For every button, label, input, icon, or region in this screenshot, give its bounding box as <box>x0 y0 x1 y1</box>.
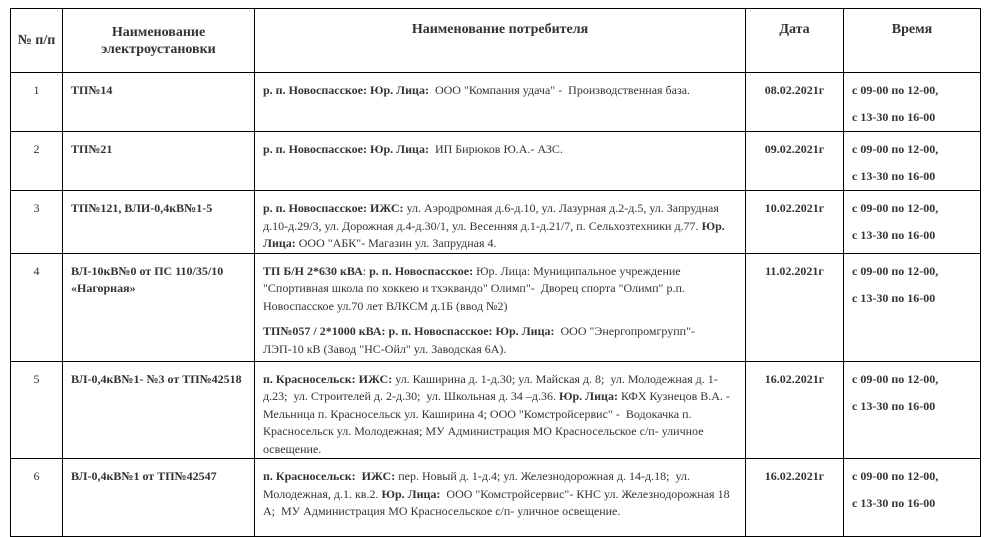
consumer-description <box>255 361 746 459</box>
consumer-description <box>255 191 746 254</box>
time-slot-afternoon: с 13-30 по 16-00 <box>852 169 936 183</box>
consumer-paragraph <box>263 371 737 459</box>
consumer-paragraph <box>263 468 737 521</box>
time-slot-morning: с 09-00 по 12-00, <box>852 371 939 386</box>
outage-schedule-table <box>10 8 981 537</box>
consumer-paragraph <box>263 323 737 358</box>
consumer-label: п. Красносельск: ИЖС: <box>263 371 393 386</box>
time-slot-afternoon: с 13-30 по 16-00 <box>852 110 936 124</box>
header-num: № п/п <box>11 9 63 73</box>
installation-name: ВЛ-0,4кВ№1 от ТП№42547 <box>63 459 255 537</box>
outage-time <box>844 361 981 459</box>
outage-date: 08.02.2021г <box>746 73 844 132</box>
consumer-label: Юр. Лица: <box>381 486 441 501</box>
header-time: Время <box>844 9 981 73</box>
time-slot-morning: с 09-00 по 12-00, <box>852 469 939 483</box>
consumer-description <box>255 459 746 537</box>
installation-name: ТП№14 <box>63 73 255 132</box>
consumer-label: р. п. Новоспасское: Юр. Лица: <box>263 83 429 97</box>
consumer-description <box>255 73 746 132</box>
row-number: 5 <box>11 361 63 459</box>
outage-time <box>844 132 981 191</box>
time-slot-morning: с 09-00 по 12-00, <box>852 142 939 156</box>
header-date: Дата <box>746 9 844 73</box>
consumer-description <box>255 253 746 361</box>
consumer-text: ООО "Комстройсервис"- КНС ул. Железнодорожная 18 А; МУ Администрация МО Красносельское с/п- уличное освещение. <box>263 486 733 518</box>
table-body <box>11 73 981 537</box>
row-number: 1 <box>11 73 63 132</box>
consumer-label: ТП№057 / 2*1000 кВА: р. п. Новоспасское: Юр. Лица: <box>263 324 555 338</box>
time-slot-morning: с 09-00 по 12-00, <box>852 263 939 278</box>
outage-date: 09.02.2021г <box>746 132 844 191</box>
table-row <box>11 191 981 254</box>
outage-time <box>844 191 981 254</box>
table-row <box>11 132 981 191</box>
table-row <box>11 253 981 361</box>
header-consumer: Наименование потребителя <box>255 9 746 73</box>
outage-time <box>844 73 981 132</box>
consumer-label: Юр. Лица: <box>263 218 728 250</box>
consumer-label: р. п. Новоспасское: <box>369 263 474 278</box>
outage-date: 11.02.2021г <box>746 253 844 361</box>
header-installation: Наименование электроустановки <box>63 9 255 73</box>
consumer-description <box>255 132 746 191</box>
installation-name: ВЛ-0,4кВ№1- №3 от ТП№42518 <box>63 361 255 459</box>
consumer-paragraph <box>263 141 737 159</box>
time-slot-afternoon: с 13-30 по 16-00 <box>852 496 936 510</box>
outage-date: 10.02.2021г <box>746 191 844 254</box>
row-number: 2 <box>11 132 63 191</box>
consumer-paragraph <box>263 263 737 316</box>
table-row <box>11 361 981 459</box>
consumer-text: ООО "Энергопромгрупп"- ЛЭП-10 кВ (Завод "НС-Ойл" ул. Заводская 6А). <box>263 324 698 356</box>
consumer-text: пер. Новый д. 1-д.4; ул. Железнодорожная д. 14-д.18; ул. Молодежная, д.1. кв.2. <box>263 469 693 501</box>
consumer-label: ТП Б/Н 2*630 кВА <box>263 263 363 278</box>
consumer-label: р. п. Новоспасское: ИЖС: <box>263 201 404 215</box>
outage-date: 16.02.2021г <box>746 459 844 537</box>
time-slot-afternoon: с 13-30 по 16-00 <box>852 290 936 305</box>
consumer-paragraph <box>263 82 737 100</box>
row-number: 6 <box>11 459 63 537</box>
consumer-text: ООО "Компания удача" - Производственная база. <box>428 83 691 97</box>
outage-time <box>844 459 981 537</box>
time-slot-afternoon: с 13-30 по 16-00 <box>852 398 936 413</box>
consumer-label: Юр. Лица: <box>558 389 618 403</box>
installation-name: ВЛ-10кВ№0 от ПС 110/35/10 «Нагорная» <box>63 253 255 361</box>
consumer-text: ул. Каширина д. 1-д.30; ул. Майская д. 8; ул. Молодежная д. 1-д.23; ул. Строителей д. 2-д.30; ул. Школьная д. 34 –д.36. <box>263 371 718 403</box>
row-number: 4 <box>11 253 63 361</box>
consumer-text: ООО "АБК"- Магазин ул. Запрудная 4. <box>295 236 497 250</box>
time-slot-morning: с 09-00 по 12-00, <box>852 201 939 215</box>
consumer-text: КФХ Кузнецов В.А. - Мельница п. Красносельск ул. Каширина 4; ООО "Комстройсервис" - Водокачка п. Красносельск ул. Молодежная; МУ Администрация МО Красносельское с/п- уличное освещение. <box>263 389 736 456</box>
outage-time <box>844 253 981 361</box>
consumer-text: : <box>362 263 370 278</box>
consumer-label: п. Красносельск: ИЖС: <box>263 469 396 483</box>
installation-name: ТП№21 <box>63 132 255 191</box>
consumer-text: ИП Бирюков Ю.А.- АЗС. <box>428 142 563 156</box>
installation-name: ТП№121, ВЛИ-0,4кВ№1-5 <box>63 191 255 254</box>
outage-date: 16.02.2021г <box>746 361 844 459</box>
row-number: 3 <box>11 191 63 254</box>
consumer-paragraph <box>263 200 737 253</box>
table-row <box>11 459 981 537</box>
time-slot-morning: с 09-00 по 12-00, <box>852 83 939 97</box>
consumer-label: р. п. Новоспасское: Юр. Лица: <box>263 142 429 156</box>
table-row <box>11 73 981 132</box>
time-slot-afternoon: с 13-30 по 16-00 <box>852 228 936 242</box>
table-header-row <box>11 9 981 73</box>
consumer-text: Юр. Лица: Муниципальное учреждение "Спортивная школа по хоккею и тхэквандо" Олимп"- Дворец спорта "Олимп" р.п. Новоспасское ул.70 лет ВЛКСМ д.1Б (ввод №2) <box>263 263 688 313</box>
consumer-text: ул. Аэродромная д.6-д.10, ул. Лазурная д.2-д.5, ул. Запрудная д.10-д.29/3, ул. Дорожная д.4-д.30/1, ул. Весенняя д.1-д.21/7, п. Сельхозтехники д.77. <box>263 201 722 233</box>
